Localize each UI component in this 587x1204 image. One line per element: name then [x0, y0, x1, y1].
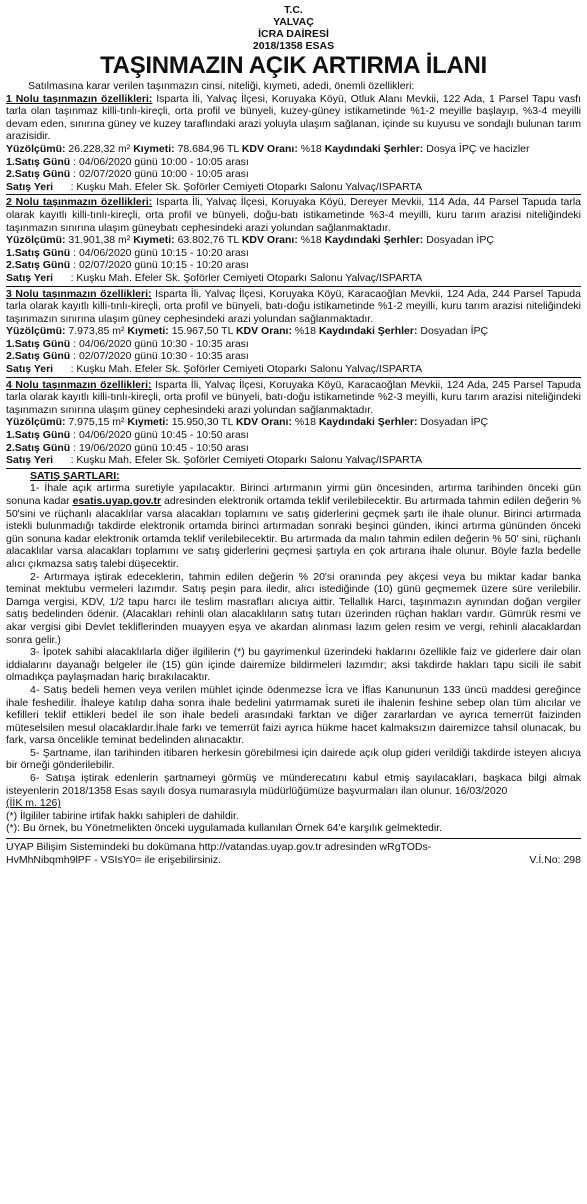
intro-text: Satılmasına karar verilen taşınmazın cinsi, niteliği, kıymeti, adedi, önemli özellikleri:	[28, 80, 415, 92]
area-value: 26.228,32 m²	[65, 142, 131, 155]
kdv-label: KDV Oranı:	[235, 325, 292, 338]
parcel-values	[6, 143, 581, 156]
footer	[6, 838, 581, 866]
auction-notice-page	[6, 4, 581, 1196]
conditions-heading: SATIŞ ŞARTLARI:	[30, 469, 120, 482]
sale-day-2-value: : 02/07/2020 günü 10:30 - 10:35 arası	[70, 350, 249, 363]
value-label: Kıymeti:	[133, 142, 175, 155]
sale-day-2	[6, 442, 581, 455]
area-label: Yüzölçümü:	[6, 142, 66, 155]
sale-day-1-value: : 04/06/2020 günü 10:00 - 10:05 arası	[70, 155, 249, 168]
note-1: (*) İlgililer tabirine irtifak hakkı sahipleri de dahildir.	[6, 809, 239, 822]
law-reference: (İİK m. 126)	[6, 797, 61, 810]
value-amount: 15.967,50 TL	[168, 325, 234, 338]
sale-place-label: Satış Yeri	[6, 271, 54, 284]
area-label: Yüzölçümü:	[6, 416, 66, 429]
annotations-value: Dosyadan İPÇ	[417, 325, 489, 338]
sale-place-value: : Kuşku Mah. Efeler Sk. Şoförler Cemiyeti Otoparkı Salonu Yalvaç/ISPARTA	[53, 454, 423, 467]
sale-day-1-label: 1.Satış Günü	[6, 337, 71, 350]
sale-day-2-value: : 02/07/2020 günü 10:00 - 10:05 arası	[70, 168, 249, 181]
sale-day-2-value: : 02/07/2020 günü 10:15 - 10:20 arası	[70, 259, 249, 272]
sale-place	[6, 181, 581, 196]
parcel-values	[6, 234, 581, 247]
parcel-desc-text: Isparta İli, Yalvaç İlçesi, Koruyaka Köyü, Karacaoğlan Mevkii, 124 Ada, 244 Parsel Tapuda tarla olarak kayıtlı killi-tınlı-kireçli, orta profil ve bünyeli, batı-doğu istikametinde %1-2 meyilli, kuru tarım arazisi niteliğindeki taşınmazın sınırına ulaşım güney cephesindeki arazi yolundan sağlanmaktadır.	[6, 287, 581, 325]
parcel-values	[6, 416, 581, 429]
kdv-label: KDV Oranı:	[235, 416, 292, 429]
esatis-link[interactable]: esatis.uyap.gov.tr	[72, 495, 162, 507]
area-value: 7.973,85 m²	[65, 325, 125, 338]
sale-day-1	[6, 156, 581, 169]
sale-place-label: Satış Yeri	[6, 454, 54, 467]
sale-place-value: : Kuşku Mah. Efeler Sk. Şoförler Cemiyeti Otoparkı Salonu Yalvaç/ISPARTA	[53, 363, 423, 376]
condition-5: 5- Şartname, ilan tarihinden itibaren herkesin görebilmesi için dairede açık olup gideri verildiği takdirde isteyen alıcıya bir örneği gönderilebilir.	[6, 746, 581, 772]
parcel-values	[6, 325, 581, 338]
value-label: Kıymeti:	[127, 416, 169, 429]
parcel-description	[6, 379, 581, 417]
kdv-value: %18	[297, 234, 322, 247]
ad-number: V.İ.No: 298	[529, 853, 581, 866]
parcel-block-1	[6, 93, 581, 196]
parcel-heading: 2 Nolu taşınmazın özellikleri:	[6, 196, 153, 209]
sale-day-1-label: 1.Satış Günü	[6, 429, 71, 442]
sale-day-1-value: : 04/06/2020 günü 10:45 - 10:50 arası	[70, 429, 249, 442]
kdv-value: %18	[297, 142, 322, 155]
kdv-value: %18	[291, 416, 316, 429]
parcel-heading: 3 Nolu taşınmazın özellikleri:	[6, 287, 152, 300]
kdv-value: %18	[291, 325, 316, 338]
parcel-desc-text: Isparta İli, Yalvaç İlçesi, Koruyaka Köyü, Otluk Alanı Mevkii, 122 Ada, 1 Parsel Tapu vasfı tarla olan taşınmaz killi-tınlı-kireçli, orta profil ve bünyeli, kuzey-güney istikametinde %1-2 meyille başlayıp, %3-4 meyilli devam eden, sınırına güney ve kuzey taraflındaki arazi yoluyla ulaşım sağlanan, içinde su kuyusu ve sondajlı bulunan tarım arazisidir.	[6, 92, 581, 143]
sale-day-2-label: 2.Satış Günü	[6, 259, 71, 272]
parcel-desc-text: Isparta İli, Yalvaç İlçesi, Koruyaka Köyü, Dereyer Mevkii, 114 Ada, 44 Parsel Tapuda tarla olarak kayıtlı killi-tınlı-kireçli, orta profil ve bünyeli, doğu-batı istikametinde %3-4 meyilli, kuru tarım arazisi niteliğindeki taşınmazın sınırına ulaşım güneybatı cephesindeki arazi yolundan sağlanmaktadır.	[6, 196, 581, 234]
header-case-number: 2018/1358 ESAS	[252, 40, 335, 52]
sale-place	[6, 363, 581, 378]
parcel-desc-text: Isparta İli, Yalvaç İlçesi, Koruyaka Köyü, Karacaoğlan Mevkii, 124 Ada, 245 Parsel Tapuda tarla olarak kayıtlı killi-tınlı-kireçli, orta profil ve bünyeli, batı-doğu istikametinde %2-3 meyilli, kuru tarım arazisi niteliğindeki taşınmazın sınırına ulaşım güney cephesindeki arazi yolundan sağlanmaktadır.	[6, 378, 581, 416]
condition-6: 6- Satışa iştirak edenlerin şartnameyi görmüş ve münderecatını kabul etmiş sayılacakları, başkaca bilgi almak isteyenlerin 2018/1358 Esas sayılı dosya numarasıyla müdürlüğümüze başvurmaları ilan olunur. 16/03/2020	[6, 772, 581, 797]
area-value: 31.901,38 m²	[65, 234, 131, 247]
parcel-heading: 4 Nolu taşınmazın özellikleri:	[6, 378, 152, 391]
value-label: Kıymeti:	[133, 234, 175, 247]
parcel-block-2	[6, 196, 581, 286]
area-value: 7.975,15 m²	[65, 416, 125, 429]
condition-2: 2- Artırmaya iştirak edeceklerin, tahmin edilen değerin % 20'si oranında pey akçesi veya bu miktar kadar banka teminat mektubu vermeleri lazımdır. Satış peşin para iledir, alıcı istediğinde (10) günü geçmemek üzere süre verilebilir. Damga vergisi, KDV, 1/2 tapu harcı ile teslim masrafları alıcıya aittir. Tellallık Harcı, taşınmazın aynından doğan vergiler satış bedelinden ödenir. (Alacakları rehinli olan alacaklıların satış tutarı üzerinden rüçhan hakları vardır. Gümrük resmi ve akar vergisi gibi Devlet tekliflerinden muayyen eşya ve akardan alınması lazım gelen resim ve vergi, rehinli alacaklardan sonra gelir.)	[6, 570, 581, 646]
sale-day-2-label: 2.Satış Günü	[6, 350, 71, 363]
sale-day-1	[6, 429, 581, 442]
sale-day-2	[6, 259, 581, 272]
sale-day-2-value: : 19/06/2020 günü 10:45 - 10:50 arası	[70, 441, 249, 454]
condition-3: 3- İpotek sahibi alacaklılarla diğer ilgililerin (*) bu gayrimenkul üzerindeki haklarını özellikle faiz ve giderlere dair olan iddialarını dayanağı belgeler ile (15) gün içinde dairemize bildirmeleri lazımdır; aksi takdirde hakları tapu sicili ile sabit olmadıkça paylaşmadan hariç bırakılacaktır.	[6, 646, 581, 684]
value-amount: 15.950,30 TL	[168, 416, 234, 429]
sale-place-value: : Kuşku Mah. Efeler Sk. Şoförler Cemiyeti Otoparkı Salonu Yalvaç/ISPARTA	[53, 180, 423, 193]
note-2: (*): Bu örnek, bu Yönetmelikten önceki uygulamada kullanılan Örnek 64'e karşılık gelmektedir.	[6, 822, 443, 835]
sale-day-2-label: 2.Satış Günü	[6, 168, 71, 181]
sale-day-2	[6, 350, 581, 363]
uyap-access-text: UYAP Bilişim Sistemindeki bu dokümana http://vatandas.uyap.gov.tr adresinden wRgTODs-HvMhNibqmh9lPF - VSIsY0= ile erişebilirsiniz.	[6, 841, 432, 866]
parcel-block-4	[6, 379, 581, 469]
annotations-label: Kaydındaki Şerhler:	[318, 325, 418, 338]
annotations-value: Dosyadan İPÇ	[417, 416, 489, 429]
header-tc: T.C.	[284, 4, 303, 16]
value-label: Kıymeti:	[127, 325, 169, 338]
value-amount: 78.684,96 TL	[174, 142, 239, 155]
parcel-description	[6, 196, 581, 234]
sale-day-1-value: : 04/06/2020 günü 10:30 - 10:35 arası	[70, 337, 249, 350]
sale-place	[6, 454, 581, 469]
value-amount: 63.802,76 TL	[174, 234, 239, 247]
header-district: YALVAÇ	[273, 16, 314, 28]
parcel-block-3	[6, 288, 581, 378]
header-office: İCRA DAİRESİ	[258, 28, 329, 40]
sale-day-2-label: 2.Satış Günü	[6, 441, 71, 454]
annotations-value: Dosya İPÇ ve hacizler	[423, 142, 530, 155]
sale-day-1-label: 1.Satış Günü	[6, 246, 71, 259]
sale-day-1-value: : 04/06/2020 günü 10:15 - 10:20 arası	[70, 246, 249, 259]
annotations-label: Kaydındaki Şerhler:	[324, 142, 424, 155]
annotations-label: Kaydındaki Şerhler:	[318, 416, 418, 429]
sale-place-label: Satış Yeri	[6, 363, 54, 376]
condition-4: 4- Satış bedeli hemen veya verilen mühlet içinde ödenmezse İcra ve İflas Kanununun 133 üncü maddesi gereğince ihale feshedilir. İhaleye katılıp daha sonra ihale bedelini yatırmamak sureti ile ihalenin feshine sebep olan tüm alıcılar ve kefilleri teklif ettikleri bedel ile son ihale bedeli arasındaki farktan ve diğer zararlardan ve ayrıca temerrüt faizinden müteselsilen mesul olacaklardır.İhale farkı ve temerrüt faizi ayrıca hükme hacet kalmaksızın dairemizce tahsil olunacak, bu fark, varsa öncelikle teminat bedelinden alınacaktır.	[6, 683, 581, 747]
annotations-label: Kaydındaki Şerhler:	[324, 234, 424, 247]
sale-place	[6, 272, 581, 287]
condition-1	[6, 482, 581, 570]
condition-1-text-b: adresinden elektronik ortamda teklif verilebilecektir. Bu artırmada tahmin edilen değerin % 50'sini ve rüçhanlı alacaklılar varsa alacakları toplamını ve satış giderlerini geçmek şartı ile ihale olunur. Birinci artırmada istekli bulunmadığı takdirde elektronik ortamda birinci artırmadan sonraki beşinci günden, ikinci artırma gününden önceki gün sonuna kadar elektronik ortamda teklif verilebilecektir. Bu artırmada da malın tahmin edilen değerin % 50' sini, rüçhanlı alacaklılar varsa alacakları toplamını ve satış giderlerini geçmesi şartıyla en çok artırana ihale olunur. Böyle fazla bedelle alıcı çıkmazsa satış talebi düşecektir.	[6, 495, 581, 570]
parcel-heading: 1 Nolu taşınmazın özellikleri:	[6, 92, 153, 105]
annotations-value: Dosyadan İPÇ	[423, 234, 494, 247]
sale-place-label: Satış Yeri	[6, 180, 54, 193]
parcel-description	[6, 93, 581, 143]
sale-day-1	[6, 247, 581, 260]
sale-place-value: : Kuşku Mah. Efeler Sk. Şoförler Cemiyeti Otoparkı Salonu Yalvaç/ISPARTA	[53, 271, 423, 284]
sale-day-2	[6, 168, 581, 181]
kdv-label: KDV Oranı:	[241, 142, 298, 155]
area-label: Yüzölçümü:	[6, 325, 66, 338]
sale-day-1	[6, 338, 581, 351]
parcel-description	[6, 288, 581, 326]
condition-1-text-a: 1- İhale açık artırma suretiyle yapılacaktır. Birinci artırmanın yirmi gün öncesinden, artırma tarihinden önceki gün sonuna kadar	[6, 482, 581, 507]
sale-day-1-label: 1.Satış Günü	[6, 155, 71, 168]
kdv-label: KDV Oranı:	[241, 234, 298, 247]
page-title: TAŞINMAZIN AÇIK ARTIRMA İLANI	[100, 52, 487, 79]
area-label: Yüzölçümü:	[6, 234, 66, 247]
